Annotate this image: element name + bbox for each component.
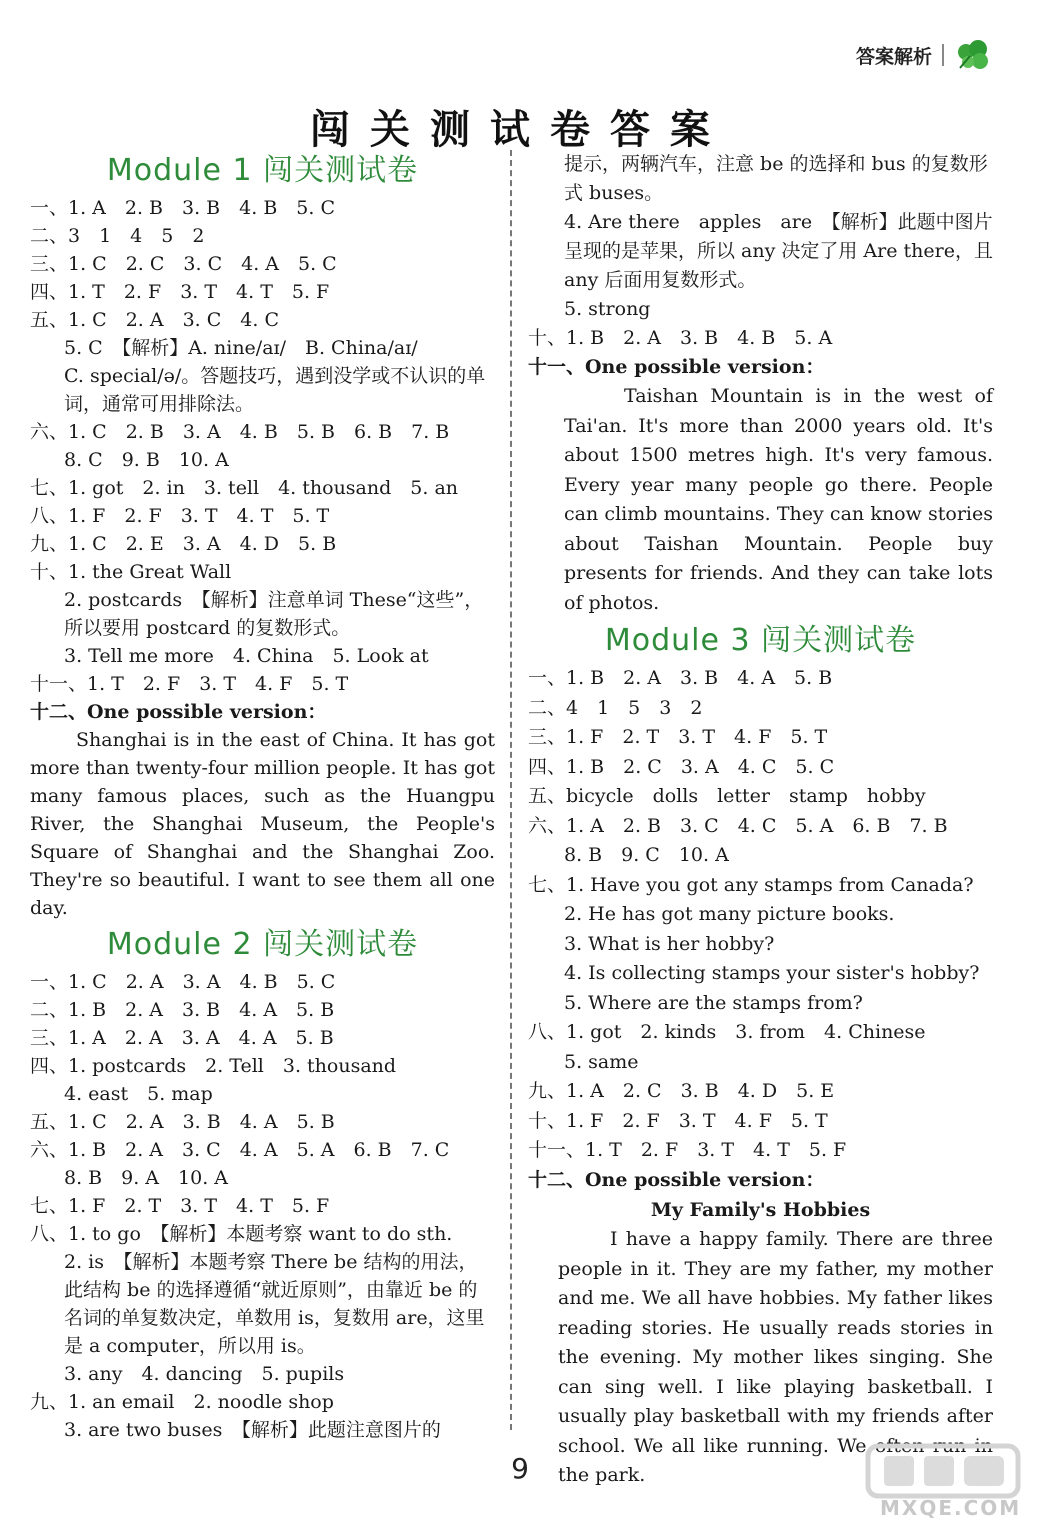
answer-line: 3. Tell me more 4. China 5. Look at (64, 645, 429, 667)
answer-line: 4. east 5. map (64, 1083, 213, 1105)
answer-line: 五、1. C 2. A 3. C 4. C (30, 309, 280, 331)
answer-line: 九、1. A 2. C 3. B 4. D 5. E (528, 1080, 835, 1102)
answer-line: 8. B 9. C 10. A (564, 844, 729, 866)
answer-line: 四、1. B 2. C 3. A 4. C 5. C (528, 755, 835, 778)
answer-line: 九、1. an email 2. noodle shop (30, 1391, 334, 1413)
answer-line: 十、1. F 2. F 3. T 4. F 5. T (528, 1109, 828, 1132)
answer-line: 十一、1. T 2. F 3. T 4. T 5. F (528, 1139, 847, 1161)
answer-line: 七、1. got 2. in 3. tell 4. thousand 5. an (30, 477, 459, 499)
answer-line: 2. He has got many picture books. (564, 903, 895, 925)
answer-line: 十一、One possible version： (528, 356, 825, 378)
essay-title: My Family's Hobbies (650, 1199, 871, 1221)
essay-text: Taishan Mountain is in the west of Tai'an. It's more than 2000 years old. It's about 1500 metres high. It's very famous. Every year many people go there. People can climb mountains. They can know stories about Taishan Mountain. People buy presents for friends. And they can take lots of photos. (564, 385, 993, 614)
answer-line: 六、1. A 2. B 3. C 4. C 5. A 6. B 7. B (528, 814, 948, 837)
answer-line: 三、1. F 2. T 3. T 4. F 5. T (528, 726, 828, 748)
answer-line: 四、1. postcards 2. Tell 3. thousand (30, 1055, 397, 1077)
page-title: 闯关测试卷答案 (310, 107, 730, 153)
answer-line: 5. Where are the stamps from? (564, 991, 863, 1014)
column-divider (510, 150, 512, 1430)
explanation-text: C. special/ə/。答题技巧，遇到没学或不认识的单词，通常可用排除法。 (64, 365, 486, 415)
essay-text: Shanghai is in the east of China. It has got more than twenty-four million people. It has got many famous places, such as the Huangpu River, the Shanghai Museum, the People's Square of Shanghai and the Shanghai Zoo. They're so beautiful. I want to see them all one day. (30, 729, 495, 919)
page-header (856, 38, 992, 72)
header-divider (942, 44, 944, 66)
header-label: 答案解析 (855, 45, 932, 68)
answer-line: 七、1. F 2. T 3. T 4. T 5. F (30, 1195, 330, 1217)
answer-line: 一、1. B 2. A 3. B 4. A 5. B (528, 667, 833, 689)
answer-line: 八、1. got 2. kinds 3. from 4. Chinese (528, 1021, 926, 1043)
answer-line: 三、1. C 2. C 3. C 4. A 5. C (30, 253, 337, 275)
answer-line: 3. are two buses 【解析】此题注意图片的 (64, 1419, 441, 1441)
answer-line: 3. What is her hobby? (564, 932, 775, 955)
answer-line: 5. strong (564, 298, 651, 320)
answer-line: 一、1. A 2. B 3. B 4. B 5. C (30, 197, 335, 219)
answer-line: 二、1. B 2. A 3. B 4. A 5. B (30, 999, 335, 1021)
leaf-icon (954, 38, 992, 72)
answer-line: 十二、One possible version： (30, 701, 327, 723)
answer-line: 六、1. C 2. B 3. A 4. B 5. B 6. B 7. B (30, 421, 450, 443)
answer-line: 八、1. to go 【解析】本题考察 want to do sth. (30, 1223, 453, 1245)
explanation-text: 4. Are there apples are 【解析】此题中图片呈现的是苹果，所以 any 决定了用 Are there，且 any 后面用复数形式。 (564, 211, 993, 291)
answer-line: 五、bicycle dolls letter stamp hobby (528, 785, 926, 807)
module-3-title: Module 3 闯关测试卷 (604, 623, 917, 658)
explanation-text: 2. is 【解析】本题考察 There be 结构的用法，此结构 be 的选择遵循“就近原则”，由靠近 be 的名词的单复数决定，单数用 is，复数用 are，这里是 a computer，所以用 is。 (64, 1251, 485, 1357)
answer-line: 十、1. B 2. A 3. B 4. B 5. A (528, 327, 833, 349)
answer-line: 八、1. F 2. F 3. T 4. T 5. T (30, 505, 330, 527)
watermark-text: MXQE.COM (880, 1496, 1022, 1520)
answer-line: 七、1. Have you got any stamps from Canada? (528, 873, 974, 896)
answer-line: 十二、One possible version： (528, 1168, 825, 1191)
answer-line: 一、1. C 2. A 3. A 4. B 5. C (30, 971, 336, 993)
answer-line: 九、1. C 2. E 3. A 4. D 5. B (30, 533, 337, 555)
answer-line: 5. same (564, 1050, 639, 1073)
answer-line: 十、1. the Great Wall (30, 561, 232, 583)
right-column (528, 150, 993, 1491)
essay-text: I have a happy family. There are three people in it. They are my father, my mother and me. We all have hobbies. My father likes reading stories. He usually reads stories in the evening. My mother likes singing. She can sing well. I like playing basketball. I usually play basketball with my friends after school. We all like running. We often run in the park. (558, 1228, 993, 1486)
answer-line: 六、1. B 2. A 3. C 4. A 5. A 6. B 7. C (30, 1139, 450, 1161)
answer-line: 二、4 1 5 3 2 (528, 696, 703, 719)
left-column (30, 148, 495, 1444)
explanation-text: 提示，两辆汽车，注意 be 的选择和 bus 的复数形式 buses。 (564, 153, 988, 204)
answer-line: 三、1. A 2. A 3. A 4. A 5. B (30, 1027, 334, 1049)
explanation-text: 2. postcards 【解析】注意单词 These“这些”，所以要用 postcard 的复数形式。 (64, 589, 484, 639)
page-number: 9 (511, 1452, 529, 1485)
answer-line: 4. Is collecting stamps your sister's hobby? (564, 962, 980, 984)
explanation-line: 5. C 【解析】A. nine/aɪ/ B. China/aɪ/ (64, 337, 418, 359)
module-1-title: Module 1 闯关测试卷 (106, 153, 419, 188)
answer-line: 十一、1. T 2. F 3. T 4. F 5. T (30, 673, 349, 695)
answer-line: 二、3 1 4 5 2 (30, 225, 205, 247)
answer-line: 五、1. C 2. A 3. B 4. A 5. B (30, 1111, 335, 1133)
answer-line: 四、1. T 2. F 3. T 4. T 5. F (30, 281, 330, 303)
answer-line: 8. B 9. A 10. A (64, 1167, 228, 1189)
answer-line: 3. any 4. dancing 5. pupils (64, 1363, 345, 1385)
answer-line: 8. C 9. B 10. A (64, 449, 229, 471)
module-2-title: Module 2 闯关测试卷 (106, 927, 419, 962)
